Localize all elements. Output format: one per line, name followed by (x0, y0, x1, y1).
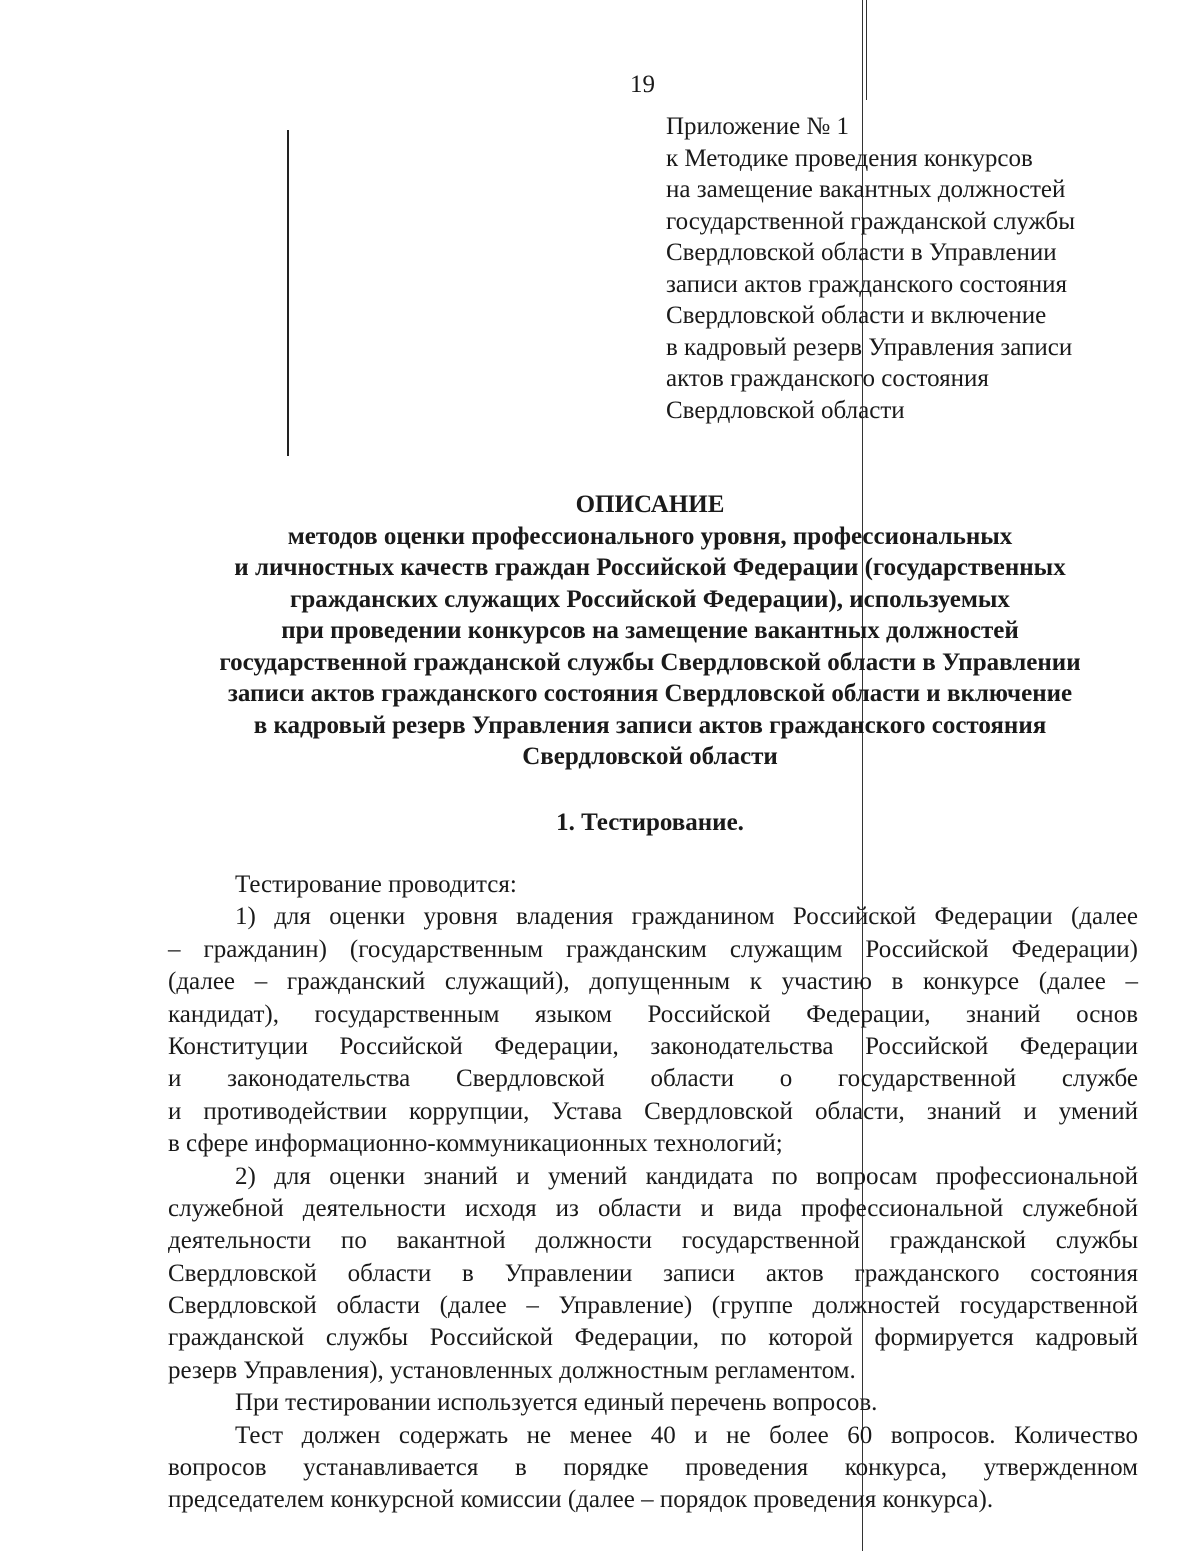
document-title (150, 489, 1150, 773)
scan-rule-left (287, 130, 289, 456)
item2-line: резерв Управления), установленных должностным регламентом. (168, 1356, 856, 1384)
appendix-line: Свердловской области в Управлении (666, 239, 1057, 266)
body-text (168, 869, 1138, 1517)
item2-line: 2) для оценки знаний и умений кандидата по вопросам профессиональной (235, 1162, 1138, 1190)
paragraph-intro: Тестирование проводится: (235, 871, 517, 898)
title-line: методов оценки профессионального уровня, профессиональных (287, 522, 1013, 550)
item2-line: Свердловской области (далее – Управление) (группе должностей государственной (168, 1292, 1138, 1320)
paragraph-line: Тест должен содержать не менее 40 и не более 60 вопросов. Количество (235, 1421, 1138, 1449)
item1-line: (далее – гражданский служащий), допущенным к участию в конкурсе (далее – (168, 968, 1138, 996)
paragraph-line: При тестировании используется единый перечень вопросов. (235, 1389, 878, 1417)
appendix-line: Приложение № 1 (666, 113, 850, 140)
title-line: записи актов гражданского состояния Свердловской области и включение (227, 680, 1073, 707)
item2-line: Свердловской области в Управлении записи актов гражданского состояния (168, 1259, 1138, 1287)
item1-line: – гражданин) (государственным гражданским служащим Российской Федерации) (168, 935, 1138, 963)
appendix-line: Свердловской области (666, 396, 905, 424)
title-line: Свердловской области (522, 743, 778, 770)
page-number: 19 (630, 71, 655, 98)
title-line: гражданских служащих Российской Федерации), используемых (290, 585, 1010, 613)
title-heading: ОПИСАНИЕ (575, 491, 725, 518)
appendix-line: к Методике проведения конкурсов (666, 144, 1033, 172)
item2-line: деятельности по вакантной должности государственной гражданской службы (168, 1227, 1138, 1255)
item2-line: служебной деятельности исходя из области и вида профессиональной служебной (168, 1194, 1138, 1222)
title-line: в кадровый резерв Управления записи актов гражданского состояния (253, 711, 1047, 739)
item1-line: 1) для оценки уровня владения гражданином Российской Федерации (далее (235, 903, 1138, 931)
appendix-header (666, 111, 1166, 426)
appendix-line: в кадровый резерв Управления записи (666, 333, 1073, 361)
appendix-line: Свердловской области и включение (666, 302, 1047, 329)
item1-line: в сфере информационно-коммуникационных технологий; (168, 1130, 783, 1158)
title-line: при проведении конкурсов на замещение вакантных должностей (281, 617, 1019, 644)
title-line: государственной гражданской службы Свердловской области в Управлении (219, 648, 1081, 676)
title-line: и личностных качеств граждан Российской Федерации (государственных (234, 554, 1066, 581)
item1-line: Конституции Российской Федерации, законодательства Российской Федерации (168, 1032, 1138, 1060)
section-heading: 1. Тестирование. (556, 809, 744, 836)
item1-line: и законодательства Свердловской области о государственной службе (168, 1065, 1138, 1093)
appendix-line: актов гражданского состояния (666, 365, 989, 392)
paragraph-line: председателем конкурсной комиссии (далее – порядок проведения конкурса). (168, 1486, 994, 1514)
scan-rule-center-top (866, 0, 867, 100)
paragraph-line: вопросов устанавливается в порядке проведения конкурса, утвержденном (168, 1454, 1138, 1482)
appendix-line: государственной гражданской службы (666, 207, 1076, 235)
item2-line: гражданской службы Российской Федерации, по которой формируется кадровый (168, 1324, 1138, 1352)
item1-line: и противодействии коррупции, Устава Свердловской области, знаний и умений (168, 1097, 1138, 1125)
item1-line: кандидат), государственным языком Российской Федерации, знаний основ (168, 1000, 1138, 1028)
appendix-line: записи актов гражданского состояния (666, 270, 1068, 298)
appendix-line: на замещение вакантных должностей (666, 176, 1066, 203)
